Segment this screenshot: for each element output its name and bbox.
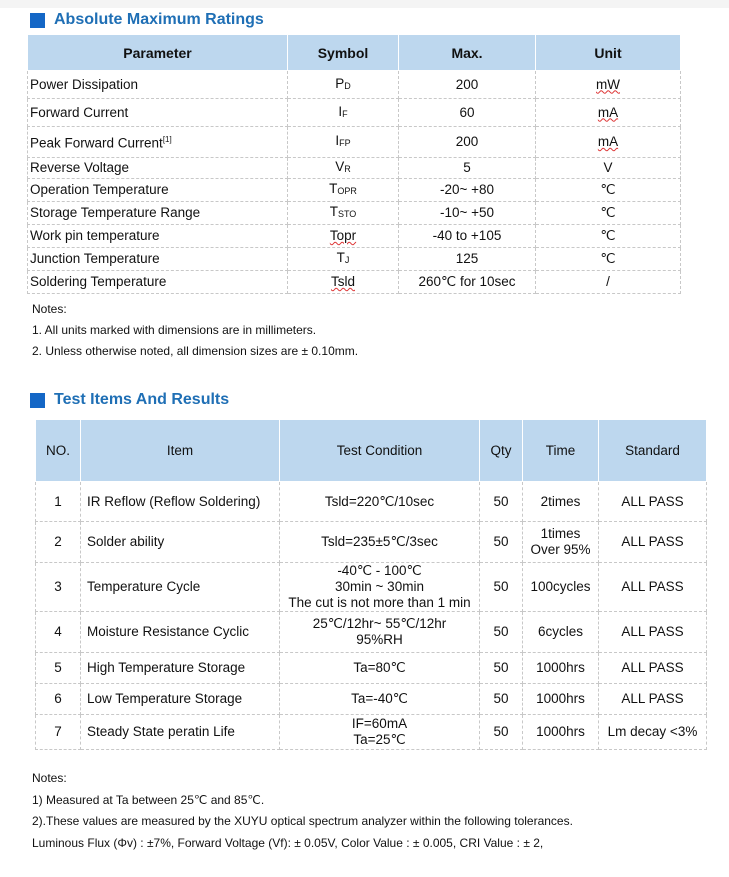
- time-line: 6cycles: [537, 624, 583, 639]
- time-cell: [523, 612, 599, 653]
- no-cell: 5: [36, 653, 81, 684]
- table-row: [28, 202, 681, 225]
- parameter-cell: [28, 202, 288, 225]
- no-cell: 3: [36, 563, 81, 612]
- parameter-text: Peak Forward Current: [30, 135, 163, 151]
- parameter-text: Power Dissipation: [30, 76, 139, 92]
- table-row: [36, 612, 707, 653]
- symbol-subscript: OPR: [337, 186, 357, 196]
- time-cell: [523, 684, 599, 715]
- parameter-cell: [28, 225, 288, 248]
- symbol-text: T: [336, 250, 345, 265]
- symbol-cell: [288, 271, 399, 294]
- section-marker-icon: [30, 393, 45, 408]
- table-row: [28, 179, 681, 202]
- standard-cell: ALL PASS: [599, 522, 707, 563]
- top-bar: [0, 0, 729, 8]
- condition-line: 95%RH: [356, 632, 403, 647]
- item-cell: Solder ability: [81, 522, 280, 563]
- symbol-text: I: [338, 103, 343, 119]
- symbol-cell: [288, 71, 399, 99]
- table-row: [28, 158, 681, 179]
- unit-text: mA: [597, 104, 619, 120]
- table-row: [28, 225, 681, 248]
- unit-text: mA: [597, 134, 619, 149]
- time-line: 1times: [540, 526, 581, 541]
- condition-line: IF=60mA: [351, 716, 408, 731]
- standard-cell: ALL PASS: [599, 482, 707, 522]
- parameter-text: Reverse Voltage: [30, 160, 130, 175]
- time-line: Over 95%: [530, 542, 591, 557]
- table-row: [28, 71, 681, 99]
- max-cell: -10~ +50: [399, 202, 536, 225]
- table-row: [36, 563, 707, 612]
- parameter-cell: [28, 248, 288, 271]
- condition-line: Ta=-40℃: [351, 691, 408, 706]
- item-cell: Steady State peratin Life: [81, 715, 280, 750]
- qty-cell: 50: [480, 612, 523, 653]
- symbol-text: Topr: [329, 228, 357, 243]
- unit-cell: [536, 127, 681, 158]
- condition-cell: [280, 522, 480, 563]
- time-line: 1000hrs: [536, 691, 585, 706]
- item-cell: IR Reflow (Reflow Soldering): [81, 482, 280, 522]
- table-row: [36, 684, 707, 715]
- condition-cell: [280, 715, 480, 750]
- qty-cell: 50: [480, 482, 523, 522]
- column-header: Item: [81, 420, 280, 482]
- time-cell: [523, 715, 599, 750]
- symbol-subscript: STO: [337, 209, 357, 219]
- section-title-absolute-max: [30, 11, 264, 29]
- symbol-text: I: [335, 133, 340, 148]
- table-row: [28, 99, 681, 127]
- condition-line: Ta=80℃: [353, 660, 406, 675]
- parameter-cell: [28, 179, 288, 202]
- symbol-text: T: [329, 204, 338, 219]
- condition-line: Tsld=235±5℃/3sec: [321, 534, 438, 549]
- title-text: Absolute Maximum Ratings: [54, 11, 264, 28]
- symbol-text: P: [335, 75, 345, 91]
- condition-line: Tsld=220℃/10sec: [324, 493, 435, 509]
- condition-cell: [280, 653, 480, 684]
- condition-line: 25℃/12hr~ 55℃/12hr: [312, 616, 447, 631]
- unit-cell: [536, 225, 681, 248]
- unit-cell: [536, 99, 681, 127]
- time-line: 1000hrs: [536, 724, 585, 739]
- symbol-cell: [288, 225, 399, 248]
- parameter-cell: [28, 127, 288, 158]
- column-header: Time: [523, 420, 599, 482]
- time-line: 100cycles: [530, 579, 591, 594]
- item-cell: Temperature Cycle: [81, 563, 280, 612]
- standard-cell: ALL PASS: [599, 684, 707, 715]
- condition-cell: [280, 612, 480, 653]
- symbol-cell: [288, 99, 399, 127]
- unit-cell: [536, 248, 681, 271]
- symbol-text: Tsld: [330, 274, 355, 289]
- note-line: Notes:: [32, 302, 67, 316]
- symbol-subscript: J: [344, 255, 350, 265]
- symbol-cell: [288, 179, 399, 202]
- symbol-subscript: R: [344, 164, 351, 174]
- table-row: [36, 715, 707, 750]
- note-line: 1) Measured at Ta between 25℃ and 85℃.: [32, 792, 265, 807]
- unit-cell: [536, 71, 681, 99]
- unit-text: /: [606, 274, 610, 289]
- table-row: [28, 127, 681, 158]
- qty-cell: 50: [480, 715, 523, 750]
- qty-cell: 50: [480, 684, 523, 715]
- max-cell: 200: [399, 71, 536, 99]
- symbol-text: V: [335, 159, 345, 174]
- symbol-subscript: D: [344, 80, 351, 91]
- notes-2: [32, 768, 573, 854]
- parameter-text: Junction Temperature: [30, 251, 160, 266]
- absolute-max-ratings-table: [27, 34, 681, 294]
- parameter-cell: [28, 99, 288, 127]
- condition-cell: [280, 482, 480, 522]
- column-header: Standard: [599, 420, 707, 482]
- column-header: Unit: [536, 35, 681, 71]
- qty-cell: 50: [480, 653, 523, 684]
- unit-text: ℃: [600, 182, 616, 197]
- max-cell: -40 to +105: [399, 225, 536, 248]
- parameter-text: Operation Temperature: [30, 182, 169, 197]
- qty-cell: 50: [480, 522, 523, 563]
- time-cell: [523, 563, 599, 612]
- condition-line: -40℃ - 100℃: [337, 563, 422, 578]
- item-cell: Moisture Resistance Cyclic: [81, 612, 280, 653]
- max-cell: 125: [399, 248, 536, 271]
- condition-line: 30min ~ 30min: [335, 579, 424, 594]
- max-cell: 5: [399, 158, 536, 179]
- parameter-cell: [28, 71, 288, 99]
- no-cell: 1: [36, 482, 81, 522]
- no-cell: 2: [36, 522, 81, 563]
- table-row: [36, 653, 707, 684]
- time-line: 1000hrs: [536, 660, 585, 675]
- symbol-subscript: F: [342, 108, 348, 119]
- max-cell: 200: [399, 127, 536, 158]
- unit-text: V: [603, 160, 613, 175]
- parameter-text: Storage Temperature Range: [30, 205, 201, 220]
- condition-line: Ta=25℃: [353, 732, 406, 747]
- unit-cell: [536, 179, 681, 202]
- notes-1: [32, 299, 358, 362]
- column-header: Parameter: [28, 35, 288, 71]
- column-header: Test Condition: [280, 420, 480, 482]
- parameter-cell: [28, 271, 288, 294]
- time-cell: [523, 522, 599, 563]
- parameter-text: Work pin temperature: [30, 228, 160, 243]
- note-line: 2).These values are measured by the XUYU optical spectrum analyzer within the following tolerances.: [32, 814, 573, 828]
- condition-cell: [280, 684, 480, 715]
- section-title-test-items: [30, 391, 229, 409]
- table-row: [36, 482, 707, 522]
- standard-cell: ALL PASS: [599, 563, 707, 612]
- symbol-cell: [288, 202, 399, 225]
- symbol-subscript: FP: [339, 138, 351, 148]
- no-cell: 4: [36, 612, 81, 653]
- column-header: Qty: [480, 420, 523, 482]
- max-cell: 260℃ for 10sec: [399, 271, 536, 294]
- unit-text: ℃: [600, 251, 616, 266]
- no-cell: 7: [36, 715, 81, 750]
- note-line: Luminous Flux (Φv) : ±7%, Forward Voltage (Vf): ± 0.05V, Color Value : ± 0.005, CRI Value : ± 2,: [32, 835, 544, 850]
- column-header: Symbol: [288, 35, 399, 71]
- title-text: Test Items And Results: [54, 391, 230, 408]
- table-row: [28, 248, 681, 271]
- symbol-text: T: [329, 181, 338, 196]
- parameter-text: Forward Current: [30, 104, 129, 120]
- note-line: Notes:: [32, 771, 67, 785]
- standard-cell: Lm decay <3%: [599, 715, 707, 750]
- column-header: NO.: [36, 420, 81, 482]
- section-marker-icon: [30, 13, 45, 28]
- qty-cell: 50: [480, 563, 523, 612]
- item-cell: Low Temperature Storage: [81, 684, 280, 715]
- max-cell: -20~ +80: [399, 179, 536, 202]
- symbol-cell: [288, 127, 399, 158]
- unit-cell: [536, 202, 681, 225]
- parameter-cell: [28, 158, 288, 179]
- condition-cell: [280, 563, 480, 612]
- no-cell: 6: [36, 684, 81, 715]
- max-cell: 60: [399, 99, 536, 127]
- note-line: 1. All units marked with dimensions are in millimeters.: [32, 323, 317, 337]
- table-row: [28, 271, 681, 294]
- test-items-table: [35, 419, 707, 750]
- symbol-cell: [288, 248, 399, 271]
- time-cell: [523, 653, 599, 684]
- standard-cell: ALL PASS: [599, 612, 707, 653]
- footnote-ref: [1]: [162, 135, 172, 145]
- unit-text: mW: [596, 76, 620, 92]
- item-cell: High Temperature Storage: [81, 653, 280, 684]
- time-line: 2times: [540, 493, 581, 509]
- condition-line: The cut is not more than 1 min: [288, 595, 471, 610]
- symbol-cell: [288, 158, 399, 179]
- unit-text: ℃: [600, 205, 616, 220]
- column-header: Max.: [399, 35, 536, 71]
- standard-cell: ALL PASS: [599, 653, 707, 684]
- parameter-text: Soldering Temperature: [30, 274, 167, 289]
- time-cell: [523, 482, 599, 522]
- note-line: 2. Unless otherwise noted, all dimension sizes are ± 0.10mm.: [32, 344, 359, 358]
- unit-text: ℃: [600, 228, 616, 243]
- unit-cell: [536, 271, 681, 294]
- unit-cell: [536, 158, 681, 179]
- table-row: [36, 522, 707, 563]
